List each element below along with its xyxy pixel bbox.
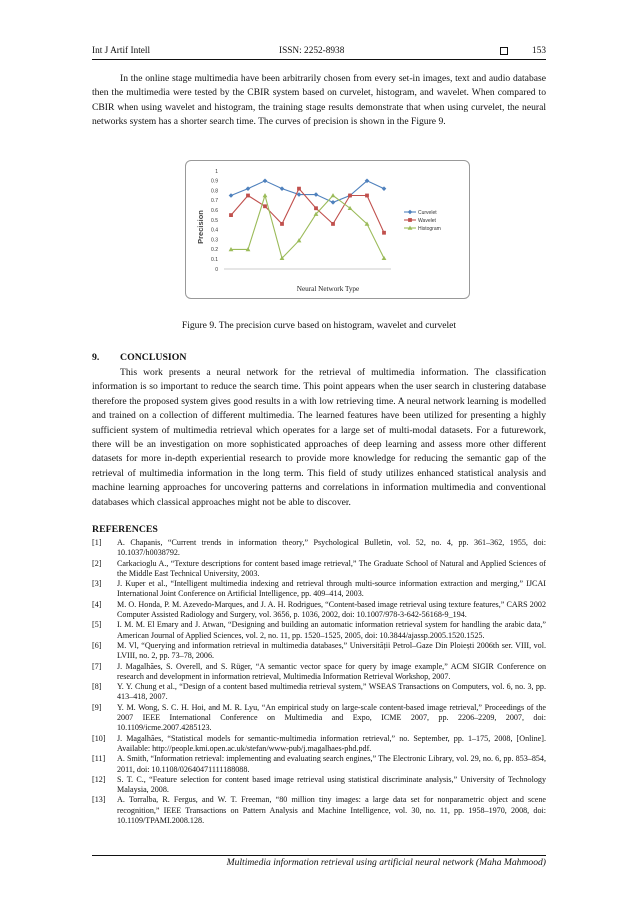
- reference-item: [92, 559, 546, 580]
- legend-label: Wavelet: [418, 217, 436, 224]
- wavelet-point: [331, 222, 335, 226]
- y-axis-label: Precision: [196, 210, 205, 244]
- wavelet-point: [246, 194, 250, 198]
- reference-text: Y. M. Wong, S. C. H. Hoi, and M. R. Lyu, “An empirical study on large-scale content-based image retrieval,” Proceedings of the 2007 IEEE International Conference on Multimedia and Expo, ICME 2007, pp. 2206–2209, 2007, doi: 10.1109/icme.2007.4285123.: [117, 702, 546, 733]
- histogram-line: [231, 196, 384, 259]
- reference-number: [2]: [92, 558, 102, 568]
- y-tick-label: 0.1: [211, 257, 218, 263]
- page-footer: Multimedia information retrieval using artificial neural network (Maha Mahmood): [226, 857, 546, 868]
- reference-number: [13]: [92, 795, 106, 805]
- reference-number: [1]: [92, 538, 102, 547]
- reference-item: [92, 600, 546, 621]
- legend-histogram: [404, 226, 441, 232]
- curvelet-point: [229, 193, 234, 198]
- y-tick-label: 0.9: [211, 178, 218, 185]
- legend-wavelet-point: [408, 218, 412, 222]
- curvelet-series: [229, 179, 387, 205]
- section-heading: [92, 352, 186, 363]
- reference-item: [92, 620, 546, 641]
- reference-text: S. T. C., “Feature selection for content based image retrieval using statistical discriminate analysis,” University of Technology Malaysia, 2008.: [117, 774, 546, 795]
- references-heading: REFERENCES: [92, 524, 158, 535]
- reference-item: [92, 703, 546, 734]
- wavelet-point: [348, 194, 352, 198]
- wavelet-point: [297, 187, 301, 191]
- precision-chart: [186, 161, 469, 298]
- legend-wavelet: [404, 218, 436, 224]
- reference-text: J. Kuper et al., “Intelligent multimedia indexing and retrieval through multi-source information extraction and merging,” IJCAI International Joint Conference on Artificial Intelligence, pp. 409–414, 2003.: [117, 579, 546, 599]
- issn: ISSN: 2252-8938: [279, 46, 345, 56]
- square-icon: [500, 47, 508, 55]
- intro-paragraph: In the online stage multimedia have been arbitrarily chosen from every set-in images, text and audio database then the multimedia were tested by the CBIR system based on curvelet, histogram, and wavelet. When compared to CBIR when using wavelet and histogram, the training stage results demonstrate that when using curvelet, the neural networks system has a shorter search time. The curves of precision is shown in the Figure 9.: [92, 73, 546, 128]
- reference-number: [6]: [92, 640, 102, 650]
- page-header: [92, 46, 546, 60]
- reference-item: [92, 795, 546, 826]
- y-tick-label: 0.6: [211, 208, 218, 214]
- y-tick-label: 0.4: [211, 227, 218, 234]
- y-tick-label: 1: [215, 168, 218, 175]
- curvelet-point: [280, 186, 285, 191]
- header-rule: [92, 59, 546, 60]
- reference-text: Y. Y. Chung et al., “Design of a content based multimedia retrieval system,” WSEAS Transactions on Computers, vol. 6, no. 3, pp. 413–418, 2007.: [117, 682, 546, 702]
- reference-text: M. Vl, “Querying and information retrieval in multimedia databases,” Universității Petrol–Gaze Din Ploiești 2006th ser. VIII, vol. LVIII, no. 2, pp. 73–78, 2006.: [117, 640, 546, 661]
- reference-number: [5]: [92, 620, 102, 630]
- reference-text: J. Magalhães, “Statistical models for semantic-multimedia information retrieval,” no. September, pp. 1–175, 2008, [Online]. Available: http://people.kmi.open.ac.uk/stefan/www-pub/j.magalhaes-phd.pdf.: [117, 733, 546, 753]
- figure-caption: Figure 9. The precision curve based on histogram, wavelet and curvelet: [181, 320, 457, 331]
- reference-item: [92, 641, 546, 662]
- reference-number: [3]: [92, 579, 102, 589]
- section-title: CONCLUSION: [120, 352, 187, 363]
- curvelet-point: [263, 179, 268, 184]
- wavelet-point: [263, 204, 267, 208]
- y-tick-label: 0.2: [211, 247, 218, 254]
- reference-text: A. Torralba, R. Fergus, and W. T. Freeman, “80 million tiny images: a large data set for nonparametric object and scene recognition,” IEEE Transactions on Pattern Analysis and Machine Intelligence, vol. 30, no. 11, pp. 1958–1970, 2008, doi: 10.1109/TPAMI.2008.128.: [117, 795, 546, 826]
- reference-item: [92, 538, 546, 559]
- y-tick-label: 0.3: [211, 237, 218, 244]
- y-tick-label: 0: [215, 266, 218, 273]
- section-number: 9.: [92, 352, 100, 363]
- y-tick-label: 0.5: [211, 217, 218, 224]
- page-number: 153: [532, 46, 546, 56]
- histogram-point: [382, 256, 387, 260]
- reference-number: [9]: [92, 702, 102, 712]
- legend-curvelet: [404, 210, 437, 216]
- wavelet-point: [365, 194, 369, 198]
- x-axis-label: Neural Network Type: [296, 285, 360, 293]
- reference-number: [4]: [92, 599, 102, 609]
- curvelet-point: [314, 192, 319, 197]
- curvelet-point: [331, 200, 336, 205]
- histogram-point: [331, 193, 336, 197]
- figure-9-frame: [185, 160, 470, 299]
- y-tick-label: 0.7: [211, 198, 218, 205]
- reference-number: [8]: [92, 682, 102, 692]
- reference-number: [12]: [92, 774, 106, 784]
- legend-label: Curvelet: [418, 209, 437, 216]
- reference-text: J. Magalhães, S. Overell, and S. Rüger, “A semantic vector space for query by image example,” ACM SIGIR Conference on research and development in information retrieval, Multimedia Information Retrieval Workshop, 2007.: [117, 661, 546, 681]
- reference-text: I. M. M. El Emary and J. Atwan, “Designing and building an automatic information retrieval system for handling the arabic data,” American Journal of Applied Sciences, vol. 2, no. 11, pp. 1520–1525, 2005, doi: 10.3844/ajassp.2005.1520.1525.: [117, 620, 546, 640]
- curvelet-point: [382, 186, 387, 191]
- reference-number: [10]: [92, 733, 106, 743]
- conclusion-paragraph: This work presents a neural network for the retrieval of multimedia information. The classification information is so important to reduce the search time. This point appears when the user search in clustering database therefore the proposed system gives good results in a with low retrieving time. A neural network learning is modelled and trained on a collection of different multimedia. The learned features have been utilized for presenting a highly sufficient system of multimedia retrieval which operates for a large set of multi-modal datasets. For a futurework, there will be an investigation on more sophisticated approaches of deep learning and assess more other different datasets for more in-depth experiential research to provide more knowledge for reducing the semantic gap of the retrieval of multimedia information in the long term. This field of study utilizes enhanced statistical analysis and machine learning approaches for uncovering patterns and correlations in information multimedia and conventional databases which classical approaches might not be able to discover.: [92, 367, 546, 508]
- wavelet-point: [382, 231, 386, 235]
- wavelet-point: [314, 206, 318, 210]
- reference-text: A. Smith, “Information retrieval: implementing and evaluating search engines,” The Electronic Library, vol. 29, no. 6, pp. 853–854, 2011, doi: 10.1108/02640471111188088.: [117, 754, 546, 774]
- reference-list: [92, 538, 546, 826]
- histogram-series: [229, 193, 387, 260]
- reference-item: [92, 754, 546, 775]
- histogram-point: [263, 193, 268, 197]
- reference-item: [92, 734, 546, 755]
- legend-curvelet-point: [408, 210, 413, 215]
- footer-rule: [92, 855, 546, 856]
- curvelet-point: [246, 186, 251, 191]
- journal-name: Int J Artif Intell: [92, 46, 151, 56]
- wavelet-line: [231, 189, 384, 233]
- reference-number: [11]: [92, 754, 106, 764]
- y-tick-label: 0.8: [211, 188, 218, 195]
- reference-number: [7]: [92, 661, 102, 671]
- reference-item: [92, 775, 546, 796]
- wavelet-point: [280, 222, 284, 226]
- reference-item: [92, 682, 546, 703]
- legend-label: Histogram: [418, 225, 441, 232]
- reference-text: Carkacioglu A., “Texture descriptions for content based image retrieval,” The Graduate School of Natural and Applied Sciences of the Middle East Technical University, 2003.: [117, 558, 546, 578]
- reference-text: M. O. Honda, P. M. Azevedo-Marques, and J. A. H. Rodrigues, “Content-based image retrieval using texture features,” CARS 2002 Computer Assisted Radiology and Surgery, vol. 3656, p. 1036, 2002, doi: 10.1007/978-3-642-56168-9_194.: [117, 599, 546, 620]
- reference-item: [92, 662, 546, 683]
- reference-text: A. Chapanis, “Current trends in information theory,” Psychological Bulletin, vol. 52, no. 4, pp. 361–362, 1955, doi: 10.1037/h0038792.: [117, 538, 546, 558]
- reference-item: [92, 579, 546, 600]
- wavelet-point: [229, 213, 233, 217]
